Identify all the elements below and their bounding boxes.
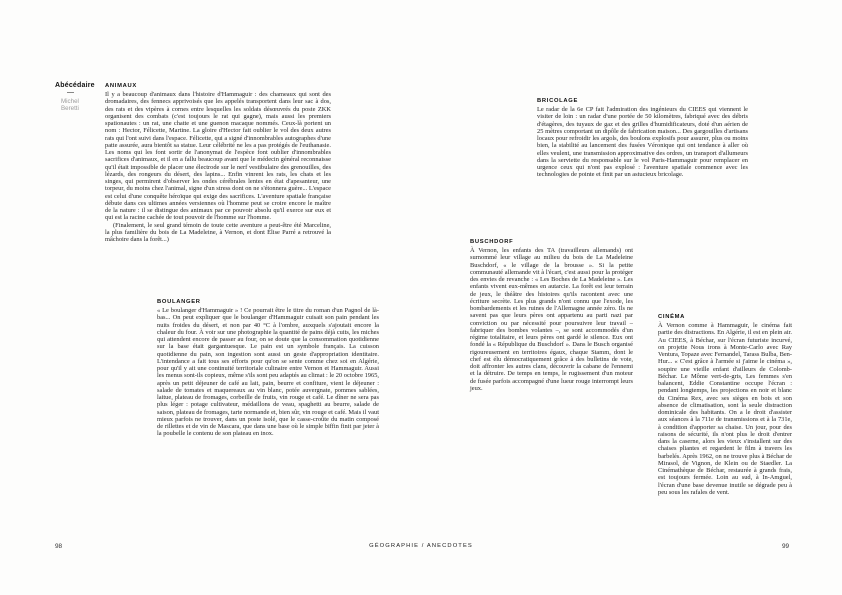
entry-paragraph: « Le boulanger d'Hammaguir » ! Ce pourrait être le titre du roman d'un Pagnol de là-bas... On peut expliquer que le boulanger d'Hammaguir cuisait son pain pendant les nuits froides du désert, et non par 40 °C à l'ombre, auxquels s'ajoutait encore la chaleur du four. À voir sur une photographie la quantité de pains déjà cuits, les miches qui attendent encore de passer au four, on se doute que la consommation quotidienne sur la base était gargantuesque. Le pain est un symbole français. La cuisson quotidienne du pain, son ingestion sont aussi un geste d'appropriation identitaire. L'intendance a fait tous ses efforts pour qu'on se sente comme chez soi en Algérie, pour qu'il y ait une continuité territoriale culinaire entre Vernon et Hammaguir. Aussi les menus sont-ils copieux, même s'ils sont peu adaptés au climat : le 20 octobre 1965, après un petit déjeuner de café au lait, pain, beurre et confiture, vient le déjeuner : salade de tomates et maquereaux au vin blanc, potée auvergnate, pommes sablées, laitue, plateau de fromages, corbeille de fruits, vin rouge et café. Le dîner ne sera pas plus léger : potage cultivateur, médaillons de veau, spaghetti au beurre, salade de saison, plateau de fromages, tarte normande et, bien sûr, vin rouge et café. Mais il vaut mieux parfois ne trouver, dans un poste isolé, que le casse-croûte du matin composé de rillettes et de vin de Mascara, que dans une base où le simple biffin finit par jeter à la poubelle le contenu de son plateau en inox. [157,307,379,438]
author-line-1: Michel [61,98,79,105]
entry-buschdorf [470,239,633,392]
entry-heading-animaux: ANIMAUX [105,83,137,89]
author-line-2: Beretti [61,105,79,113]
masthead-dash: — [67,89,74,96]
page-title: Abécédaire [55,82,95,89]
page-number-left: 98 [55,543,63,550]
entry-paragraph: À Vernon comme à Hammaguir, le cinéma fait partie des distractions. En Algérie, il est en plein air. Au CIEES, à Béchar, sur l'écran futuriste incurvé, on projette Nous irons à Monte-Carlo avec Ray Ventura, Topaze avec Fernandel, Tarass Bulba, Ben-Hur... « C'est grâce à l'armée si j'aime le cinéma », soupire une vieille enfant d'ailleurs de Colomb-Béchar. Le Môme vert-de-gris, Les femmes s'en balancent, Eddie Constantine occupe l'écran : pendant longtemps, les projections en noir et blanc du Cinéma Rex, avec ses sièges en bois et son absence de climatisation, sont la seule distraction dominicale des habitants. On a le droit d'assister aux séances à la 711e de transmissions et à la 731e, à condition d'apporter sa chaise. Un jour, pour des raisons de sécurité, ils n'ont plus le droit d'entrer dans la caserne, alors les vieux s'installent sur des chaises pliantes et regardent le film à travers les barbelés. Après 1962, on ne trouve plus à Béchar de Mirasol, de Vignon, de Klein ou de Staedler. La Cinémathèque de Béchar, restaurée à grands frais, est toujours fermée. Loin au sud, à In-Amguel, l'écran d'une base devenue inutile se dégrade peu à peu sous les rafales de vent. [658,322,792,496]
page-number-right: 99 [782,543,790,550]
entry-boulanger [157,299,379,438]
entry-paragraph: (Finalement, le seul grand témoin de toute cette aventure a peut-être été Marceline, la plus familière du bois de La Madeleine, à Vernon, et dont Élise Parré a retrouvé la mâchoire dans la forêt...) [105,221,331,243]
entry-cinema [658,314,792,496]
entry-paragraph: Il y a beaucoup d'animaux dans l'histoire d'Hammaguir : des chameaux qui sont des dromadaires, des fennecs apprivoisés que les appelés transportent dans leur sac à dos, des rats et des vipères à cornes entre lesquelles les soldats désœuvrés du poste ZKK organisent des combats (c'est toujours le rat qui gagne), mais aussi les premiers spationautes : un rat, une chatte et une guenon macaque nommés. Ceux-là portent un nom : Hector, Félicette, Martine. La gloire d'Hector fait oublier le vol des deux autres rats qui l'ont suivi dans l'espace. Félicette, qui a signé d'innombrables autographes d'une patte assurée, aura bientôt sa statue. Leur célébrité ne les a pas protégés de l'euthanasie. Les noms qui les font sortir de l'anonymat de l'espèce font oublier d'innombrables sacrifices d'animaux, et il en a fallu beaucoup avant que le médecin général reconnaisse qu'il était impossible de placer une électrode sur le nerf vestibulaire des grenouilles, des lézards, des rongeurs du désert, des lapins... Enfin vinrent les rats, les chats et les singes, qui permirent d'observer les ondes cérébrales lentes en état d'apesanteur, une torpeur, du moins chez l'animal, signe d'un stress dont on ne s'étonnera guère... L'espace est celui d'une conquête héroïque qui exige des sacrifices. L'aventure spatiale française débute dans ces ultimes années versiennes où l'homme peut se croire encore le maître de la nature : il se distingue des animaux par ce pouvoir absolu qu'il exerce sur eux et qui est la racine cachée de tout pouvoir de l'homme sur l'homme. [105,91,331,222]
entry-heading-bricolage: BRICOLAGE [537,98,579,104]
entry-bricolage [537,98,748,179]
entry-paragraph: À Vernon, les enfants des TA (travailleurs allemands) ont surnommé leur village au milieu du bois de La Madeleine Buschdorf, « le village de la brousse ». Si la petite communauté allemande vit à l'écart, c'est aussi pour la protéger des envies de revanche : « Les Boches de La Madeleine ». Les enfants vivent eux-mêmes en autarcie. La forêt est leur terrain de jeux, le théâtre des histoires qu'ils racontent avec une écriture secrète. Les plus grands n'ont connu que l'exode, les bombardements et les ruines de l'Allemagne année zéro. Ils ne savent pas que leurs pères ont appartenu au parti nazi par conviction ou par nécessité pour poursuivre leur travail – fabriquer des bombes volantes –, se sont accommodés d'un régime totalitaire, et leurs pères ont gardé le silence. Eux ont fondé la « République du Buschdorf ». Dans le Busch organisé rigoureusement en territoires égaux, chaque Stamm, dont le chef est élu démocratiquement grâce à des bulletins de vote, doit affronter les autres clans, découvrir la cabane de l'ennemi et la détruire. De temps en temps, le rugissement d'un moteur de fusée parfois accompagné d'une lueur rouge interrompt leurs jeux. [470,247,633,392]
running-title: GÉOGRAPHIE / ANECDOTES [369,543,473,549]
entry-heading-cinema: CINÉMA [658,314,686,320]
entry-heading-buschdorf: BUSCHDORF [470,239,514,245]
entry-paragraph: Le radar de la 6e CP fait l'admiration des ingénieurs du CIEES qui viennent le visiter de loin : un radar d'une portée de 50 kilomètres, fabriqué avec des débris d'étagères, des tuyaux de gaz et des grilles d'humidificateurs, doté d'un aérien de 25 mètres comportant un dipôle de fabrication maison... Des gargouilles d'artisans locaux pour refroidir les argols, des boulons explosifs pour assurer, plus ou moins bien, la stabilité au lancement des fusées Véronique qui ont tendance à aller où elles veulent, une transmission approximative des ordres, un transport d'allumeurs dans la serviette du responsable sur le vol Paris-Hammaguir pour remplacer en urgence ceux qui n'ont pas explosé : l'aventure spatiale commence avec les technologies de pointe et finit par un astucieux bricolage. [537,106,748,179]
entry-heading-boulanger: BOULANGER [157,299,201,305]
author-name [55,98,103,112]
masthead [55,82,103,112]
entry-animaux [105,83,331,243]
